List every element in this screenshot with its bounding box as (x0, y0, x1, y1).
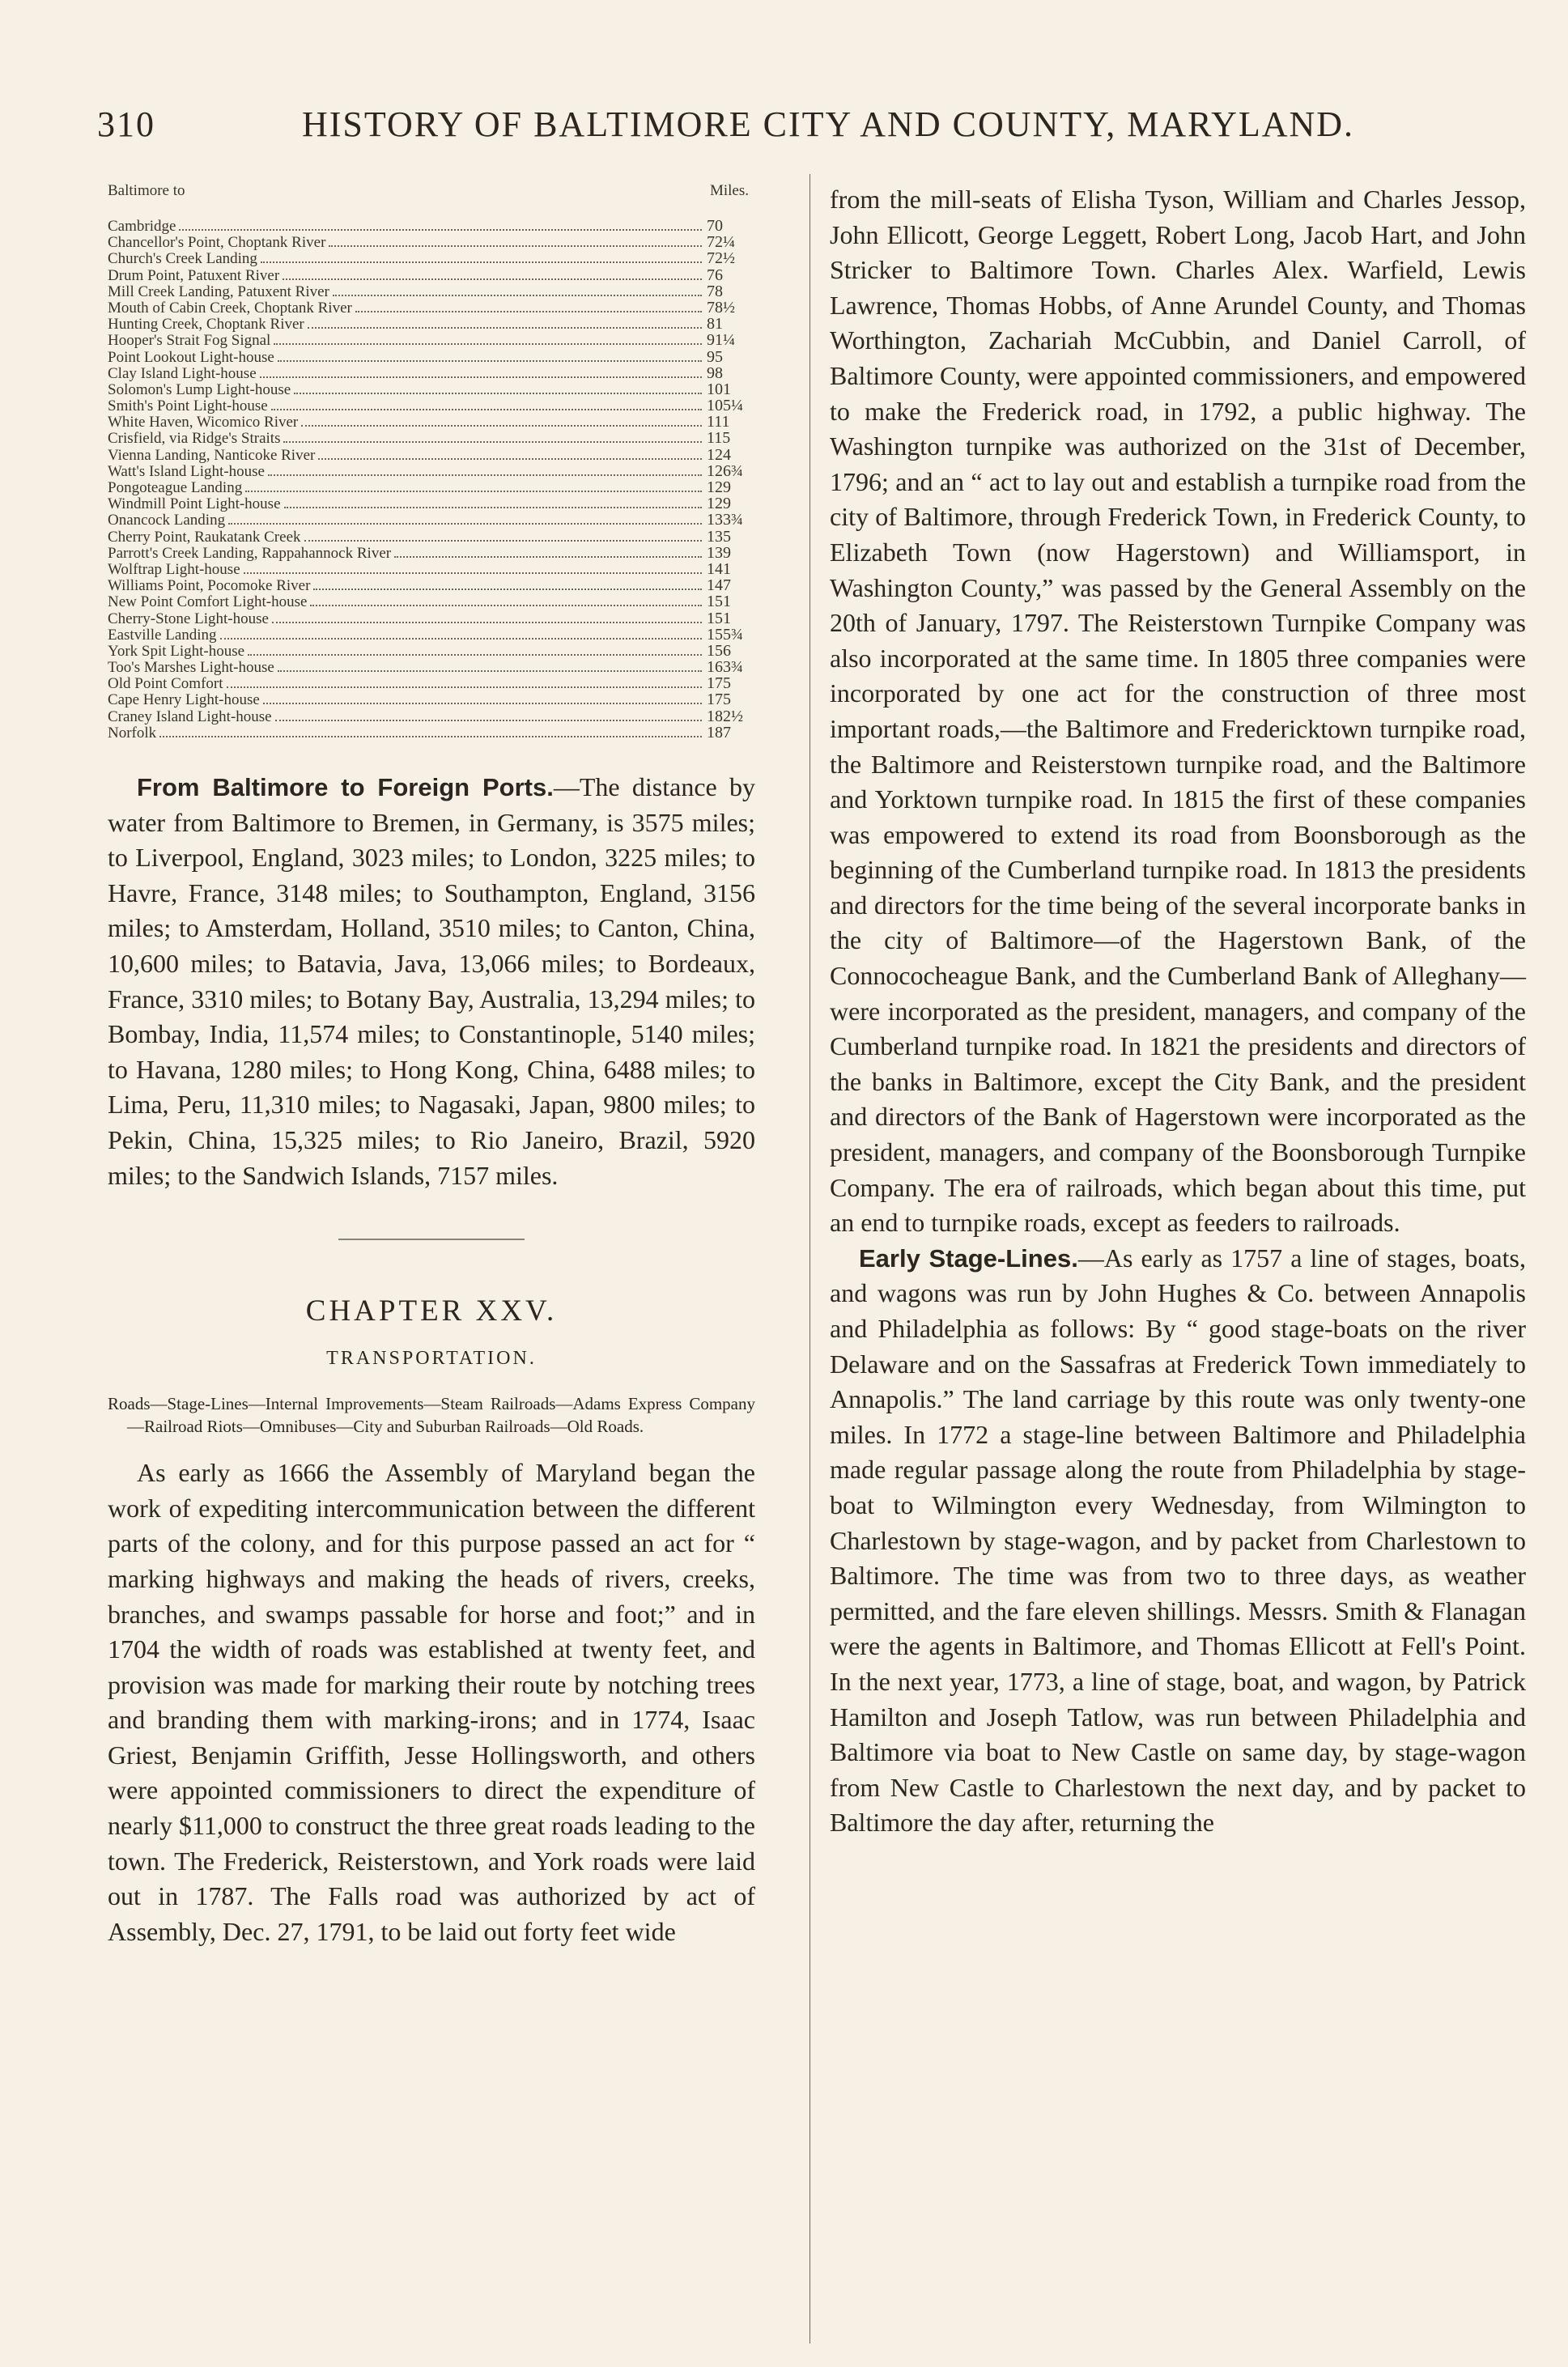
table-row (108, 593, 755, 610)
place-name: White Haven, Wicomico River (108, 414, 299, 431)
table-row (108, 675, 755, 691)
section-rule (338, 1239, 525, 1240)
miles-value: 91¼ (707, 331, 735, 350)
table-row (108, 267, 755, 283)
table-row (108, 643, 755, 659)
table-row (108, 725, 755, 741)
leader-dots (228, 523, 702, 525)
table-row (108, 577, 755, 593)
left-body-paragraph: As early as 1666 the Assembly of Maryland began the work of expediting intercommunication between the different parts of the colony, and for this purpose passed an act for “ marking highways and making the heads of rivers, creeks, branches, and swamps passable for horse and foot;” and in 1704 the width of roads was established at twenty feet, and provision was made for marking their route by notching trees and branding them with marking-irons; and in 1774, Isaac Griest, Benjamin Griffith, Jesse Hollingsworth, and others were appointed commissioners to direct the expenditure of nearly $11,000 to construct the three great roads leading to the town. The Frederick, Reisterstown, and York roads were laid out in 1787. The Falls road was authorized by act of Assembly, Dec. 27, 1791, to be laid out forty feet wide (108, 1458, 755, 1946)
table-row (108, 495, 755, 512)
miles-value: 105¼ (707, 397, 743, 415)
table-unit-label: Miles. (709, 182, 749, 199)
table-row (108, 691, 755, 708)
table-row (108, 234, 755, 250)
leader-dots (278, 670, 702, 672)
leader-dots (159, 736, 702, 737)
miles-value: 135 (707, 527, 731, 546)
place-name: Craney Island Light-house (108, 708, 272, 725)
column-divider (809, 174, 810, 2344)
leader-dots (283, 441, 702, 443)
table-row (108, 479, 755, 495)
page-number: 310 (97, 104, 155, 144)
place-name: Old Point Comfort (108, 675, 223, 693)
miles-value: 126¾ (707, 461, 743, 480)
table-row (108, 283, 755, 300)
leader-dots (272, 622, 702, 623)
place-name: Cherry-Stone Light-house (108, 610, 269, 627)
place-name: Hunting Creek, Choptank River (108, 316, 304, 334)
place-name: Cherry Point, Raukatank Creek (108, 528, 301, 546)
leader-dots (394, 556, 702, 558)
miles-value: 147 (707, 576, 731, 595)
leader-dots (263, 703, 702, 704)
table-row (108, 365, 755, 381)
leader-dots (313, 589, 702, 590)
leader-dots (329, 245, 702, 247)
leader-dots (268, 474, 702, 476)
miles-value: 111 (707, 413, 730, 431)
place-name: Onancock Landing (108, 512, 226, 529)
chapter-summary (108, 1392, 755, 1438)
place-name: Norfolk (108, 724, 157, 742)
place-name: Point Lookout Light-house (108, 348, 274, 366)
miles-value: 156 (707, 641, 731, 660)
miles-value: 129 (707, 495, 731, 513)
place-name: Vienna Landing, Nanticoke River (108, 446, 316, 464)
place-name: Clay Island Light-house (108, 364, 257, 382)
miles-value: 115 (707, 429, 731, 448)
leader-dots (245, 491, 702, 492)
miles-value: 175 (707, 691, 731, 709)
stage-lines-paragraph (830, 1241, 1526, 1841)
place-name: Wolftrap Light-house (108, 560, 240, 578)
table-row (108, 529, 755, 545)
place-name: Solomon's Lump Light-house (108, 380, 291, 398)
table-row (108, 545, 755, 561)
place-name: Eastville Landing (108, 626, 217, 644)
leader-dots (275, 720, 702, 721)
place-name: New Point Comfort Light-house (108, 593, 308, 611)
miles-value: 78½ (707, 298, 735, 317)
miles-value: 139 (707, 543, 731, 562)
miles-value: 98 (707, 363, 723, 382)
table-row (108, 332, 755, 348)
miles-value: 95 (707, 347, 723, 366)
miles-value: 76 (707, 266, 723, 284)
miles-value: 78 (707, 282, 723, 300)
table-row (108, 300, 755, 316)
place-name: Mill Creek Landing, Patuxent River (108, 283, 329, 300)
table-row (108, 659, 755, 675)
leader-dots (261, 261, 702, 263)
place-name: Smith's Point Light-house (108, 397, 268, 415)
leader-dots (310, 605, 702, 606)
leader-dots (248, 654, 702, 656)
place-name: Pongoteague Landing (108, 479, 243, 496)
table-row (108, 250, 755, 266)
foreign-ports-heading: From Baltimore to Foreign Ports. (137, 773, 554, 801)
table-row (108, 447, 755, 463)
table-row (108, 316, 755, 332)
miles-value: 175 (707, 674, 731, 693)
table-row (108, 381, 755, 397)
miles-value: 151 (707, 593, 731, 611)
leader-dots (284, 507, 702, 508)
place-name: Cambridge (108, 218, 176, 235)
leader-dots (283, 278, 702, 280)
table-row (108, 397, 755, 414)
table-row (108, 610, 755, 627)
place-name: Chancellor's Point, Choptank River (108, 234, 326, 252)
foreign-ports-paragraph (108, 770, 755, 1193)
table-row (108, 627, 755, 643)
place-name: Drum Point, Patuxent River (108, 266, 280, 284)
leader-dots (333, 295, 702, 296)
table-from-label: Baltimore to (108, 182, 185, 199)
miles-value: 70 (707, 217, 723, 235)
right-column (830, 182, 1526, 1841)
leader-dots (179, 229, 702, 231)
leader-dots (271, 409, 702, 410)
stage-lines-heading: Early Stage-Lines. (859, 1243, 1078, 1273)
leader-dots (244, 572, 702, 574)
miles-value: 163¾ (707, 658, 743, 677)
miles-value: 72½ (707, 249, 735, 268)
miles-value: 151 (707, 609, 731, 627)
chapter-title: CHAPTER XXV. (305, 1294, 558, 1328)
place-name: Church's Creek Landing (108, 250, 257, 268)
miles-value: 187 (707, 723, 731, 742)
foreign-ports-text: —The distance by water from Baltimore to Bremen, in Germany, is 3575 miles; to Liverpool, England, 3023 miles; to London, 3225 miles; to Havre, France, 3148 miles; to Southampton, England, 3156 miles; to Amsterdam, Holland, 3510 miles; to Canton, China, 10,600 miles; to Batavia, Java, 13,066 miles; to Bordeaux, France, 3310 miles; to Botany Bay, Australia, 13,294 miles; to Bombay, India, 11,574 miles; to Constantinople, 5140 miles; to Havana, 1280 miles; to Hong Kong, China, 6488 miles; to Lima, Peru, 11,310 miles; to Nagasaki, Japan, 9800 miles; to Pekin, China, 15,325 miles; to Rio Janeiro, Brazil, 5920 miles; to the Sandwich Islands, 7157 miles. (108, 772, 755, 1190)
miles-value: 72¼ (707, 233, 735, 252)
leader-dots (278, 360, 702, 362)
leader-dots (227, 686, 702, 688)
running-title: HISTORY OF BALTIMORE CITY AND COUNTY, MARYLAND. (302, 104, 1355, 144)
place-name: Cape Henry Light-house (108, 691, 260, 709)
miles-value: 129 (707, 478, 731, 496)
miles-value: 182½ (707, 707, 743, 725)
place-name: Hooper's Strait Fog Signal (108, 332, 271, 350)
table-row (108, 218, 755, 234)
miles-value: 101 (707, 380, 731, 398)
miles-value: 81 (707, 315, 723, 334)
distance-table-header (108, 182, 755, 200)
place-name: York Spit Light-house (108, 642, 245, 660)
place-name: Too's Marshes Light-house (108, 659, 274, 677)
chapter-summary-text: Roads—Stage-Lines—Internal Improvements—Steam Railroads—Adams Express Company—Railroad Riots—Omnibuses—City and Suburban Railroads—Old Roads. (108, 1394, 755, 1437)
leader-dots (220, 638, 702, 640)
place-name: Mouth of Cabin Creek, Choptank River (108, 299, 352, 317)
table-row (108, 463, 755, 479)
place-name: Crisfield, via Ridge's Straits (108, 430, 281, 448)
table-row (108, 561, 755, 577)
table-row (108, 430, 755, 446)
stage-lines-text: —As early as 1757 a line of stages, boats, and wagons was run by John Hughes & Co. between Annapolis and Philadelphia as follows: By “ good stage-boats on the river Delaware and on the Sassafras at Frederick Town immediately to Annapolis.” The land carriage by this route was only twenty-one miles. In 1772 a stage-line between Baltimore and Philadelphia made regular passage along the route from Philadelphia by stage-boat to Wilmington every Wednesday, from Wilmington to Charlestown by stage-wagon, and by packet from Charlestown to Baltimore. The time was from two to three days, as weather permitted, and the fare eleven shillings. Messrs. Smith & Flanagan were the agents in Baltimore, and Thomas Ellicott at Fell's Point. In the next year, 1773, a line of stage, boat, and wagon, by Patrick Hamilton and Joseph Tatlow, was run between Philadelphia and Baltimore via boat to New Castle on same day, by stage-wagon from New Castle to Charlestown the next day, and by packet to Baltimore the day after, returning the (830, 1243, 1526, 1838)
chapter-subtitle: TRANSPORTATION. (326, 1348, 537, 1370)
miles-value: 124 (707, 445, 731, 464)
leader-dots (308, 327, 702, 329)
place-name: Williams Point, Pocomoke River (108, 577, 311, 595)
leader-dots (301, 425, 702, 427)
miles-value: 141 (707, 559, 731, 578)
leader-dots (304, 540, 702, 542)
leader-dots (274, 343, 702, 345)
leader-dots (260, 376, 702, 378)
leader-dots (355, 311, 702, 312)
table-row (108, 414, 755, 430)
place-name: Watt's Island Light-house (108, 462, 265, 480)
distance-table (108, 218, 755, 741)
table-row (108, 349, 755, 365)
miles-value: 133¾ (707, 511, 743, 529)
place-name: Parrott's Creek Landing, Rappahannock River (108, 544, 392, 562)
table-row (108, 708, 755, 725)
miles-value: 155¾ (707, 625, 743, 644)
right-body-paragraph: from the mill-seats of Elisha Tyson, William and Charles Jessop, John Ellicott, George Leggett, Robert Long, Jacob Hart, and John Stricker to Baltimore Town. Charles Alex. Warfield, Lewis Lawrence, Thomas Hobbs, of Anne Arundel County, and Thomas Worthington, Zachariah McCubbin, and Daniel Carroll, of Baltimore County, were appointed commissioners, and empowered to make the Frederick road, in 1792, a public highway. The Washington turnpike was authorized on the 31st of December, 1796; and an “ act to lay out and establish a turnpike road from the city of Baltimore, through Frederick Town, in Frederick County, to Elizabeth Town (now Hagerstown) and Williamsport, in Washington County,” was passed by the General Assembly on the 20th of January, 1797. The Reisterstown Turnpike Company was also incorporated at the same time. In 1805 three companies were incorporated by one act for the construction of three most important roads,—the Baltimore and Fredericktown turnpike road, the Baltimore and Reisterstown turnpike road, and the Baltimore and Yorktown turnpike road. In 1815 the first of these companies was empowered to extend its road from Boonsborough as the beginning of the Cumberland turnpike road. In 1813 the presidents and directors for the time being of the several incorporate banks in the city of Baltimore—of the Hagerstown Bank, of the Connococheague Bank, and the Cumberland Bank of Alleghany—were incorporated as the president, managers, and company of the Cumberland turnpike road. In 1821 the presidents and directors of the banks in Baltimore, except the City Bank, and the president and directors of the Bank of Hagerstown were incorporated as the president, managers, and company of the Boonsborough Turnpike Company. The era of railroads, which began about this time, put an end to turnpike roads, except as feeders to railroads. (830, 185, 1526, 1238)
leader-dots (318, 458, 702, 460)
left-column (108, 182, 755, 1949)
leader-dots (294, 393, 702, 394)
place-name: Windmill Point Light-house (108, 495, 281, 513)
table-row (108, 512, 755, 528)
